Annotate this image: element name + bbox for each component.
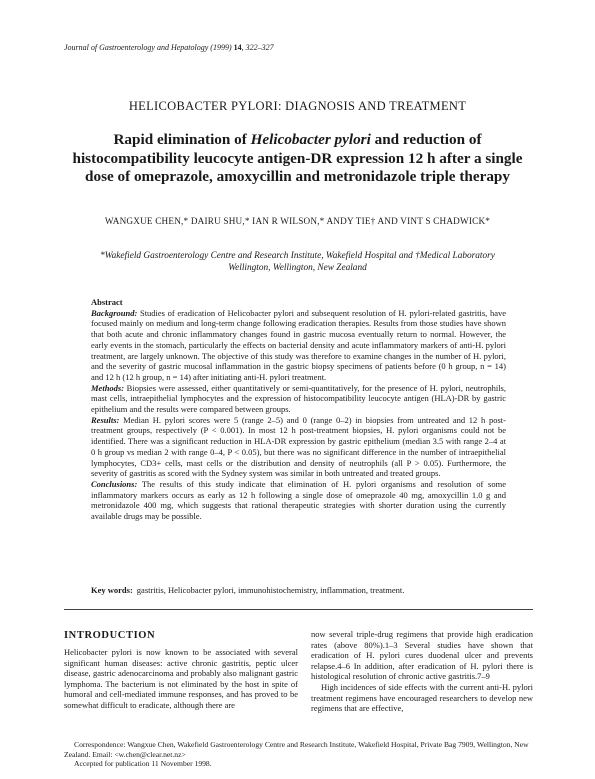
results-text: Median H. pylori scores were 5 (range 2–5) and 0 (range 0–2) in biopsies from untreated and 12 h post-treatment groups, respectively (P < 0.001). In most 12 h post-treatment biopsies, H. pylori organisms could not be identified. There was a significant reduction in HLA-DR expression by gastric epithelium (median 3.5 with range 2–4 at 0 h group vs median 2 with range 0–4, P < 0.05), but there was no significant difference in the number of intraepithelial lymphocytes, CD3+ cells, mast cells or the distribution and density of neutrophils (all P > 0.05). Furthermore, the severity of gastritis as scored with the Sydney system was similar in both untreated and treated groups. <box>91 414 506 479</box>
journal-year: (1999) <box>210 43 232 52</box>
abstract <box>91 297 506 522</box>
paper-title <box>60 131 535 187</box>
section-heading: HELICOBACTER PYLORI: DIAGNOSIS AND TREATMENT <box>128 99 467 113</box>
keywords-text: gastritis, Helicobacter pylori, immunohistochemistry, inflammation, treatment. <box>136 585 405 595</box>
journal-volume: 14 <box>233 43 242 52</box>
background-text: Studies of eradication of Helicobacter pylori and subsequent resolution of H. pylori-related gastritis, have focused mainly on medium and long-term change following eradication therapies. Results from those studies have shown that both acute and chronic inflammatory changes found in gastric mucosa eventually return to normal. However, the early events in the stomach, particularly the effects on bacterial density and acute inflammatory markers of anti-H. pylori treatment, are largely unknown. The objective of this study was therefore to examine changes in the number of H. pylori, and the severity of gastric mucosal inflammation in the gastric biopsy specimens of patients before (0 h group, n = 14) and 12 h (12 h group, n = 14) after initiating anti-H. pylori treatment. <box>91 307 506 382</box>
title-italic: Helicobacter pylori <box>250 131 371 148</box>
intro-paragraph-2: now several triple-drug regimens that provide high eradication rates (above 80%).1–3 Several studies have shown that eradication of H. pylori cures duodenal ulcer and prevents relapse.4–6 In addition, after eradication of H. pylori there is histological resolution of chronic active gastritis.7–9 <box>311 629 533 682</box>
abstract-heading: Abstract <box>91 297 123 307</box>
keywords <box>91 585 506 596</box>
conclusions-label: Conclusions: <box>91 478 138 489</box>
journal-citation <box>64 43 274 52</box>
journal-pages: , 322–327 <box>241 43 274 52</box>
divider <box>64 609 533 610</box>
abstract-results <box>91 415 506 479</box>
accepted-note: Accepted for publication 11 November 1998. <box>74 759 212 768</box>
methods-label: Methods: <box>91 382 125 393</box>
conclusions-text: The results of this study indicate that elimination of H. pylori organisms and resolution of some inflammatory markers occurs as early as 12 h following a single dose of omeprazole 40 mg, amoxycillin 1.0 g and metronidazole 400 mg, which suggests that rational therapeutic strategies with shorter duration using the currently available drugs may be possible. <box>91 478 506 522</box>
author-list: WANGXUE CHEN,* DAIRU SHU,* IAN R WILSON,* ANDY TIE† AND VINT S CHADWICK* <box>104 216 491 226</box>
title-part-1: Rapid elimination of <box>113 131 251 148</box>
introduction-column-2 <box>311 629 533 714</box>
title-part-2: and reduction of histocompatibility leucocyte antigen-DR expression 12 h after a single dose of omeprazole, amoxycillin and metronidazole triple therapy <box>72 131 523 185</box>
journal-name: Journal of Gastroenterology and Hepatology <box>64 43 209 52</box>
introduction-column-1 <box>64 647 298 711</box>
keywords-label: Key words: <box>91 585 133 595</box>
correspondence-note: Correspondence: Wangxue Chen, Wakefield Gastroenterology Centre and Research Institute, Wakefield Hospital, Private Bag 7909, Wellington, New Zealand. Email: <w.chen@clear.net.nz> <box>64 740 529 759</box>
background-label: Background: <box>91 307 138 318</box>
footnote <box>64 740 534 769</box>
intro-paragraph-1: Helicobacter pylori is now known to be associated with several significant human diseases: active chronic gastritis, peptic ulcer disease, gastric adenocarcinoma and probably also malignant gastric lymphoma. The bacterium is not eliminated by the host in spite of humoral and cell-mediated immune responses, and has proved to be somewhat difficult to eradicate, although there are <box>64 647 298 710</box>
abstract-methods <box>91 383 506 415</box>
introduction-heading: INTRODUCTION <box>64 630 156 641</box>
affiliation: *Wakefield Gastroenterology Centre and Research Institute, Wakefield Hospital and †Medical Laboratory Wellington, Wellington, New Zealand <box>100 251 495 273</box>
intro-paragraph-3: High incidences of side effects with the current anti-H. pylori treatment regimens have encouraged researchers to develop new regimens that are effective, <box>311 681 533 714</box>
abstract-background <box>91 308 506 383</box>
results-label: Results: <box>91 414 120 425</box>
abstract-conclusions <box>91 479 506 522</box>
methods-text: Biopsies were assessed, either quantitatively or semi-quantitatively, for the presence of H. pylori, neutrophils, mast cells, intraepithelial lymphocytes and the expression of histocompatibility leucocyte antigen (HLA)-DR by gastric epithelium and the results were compared between groups. <box>91 382 506 415</box>
